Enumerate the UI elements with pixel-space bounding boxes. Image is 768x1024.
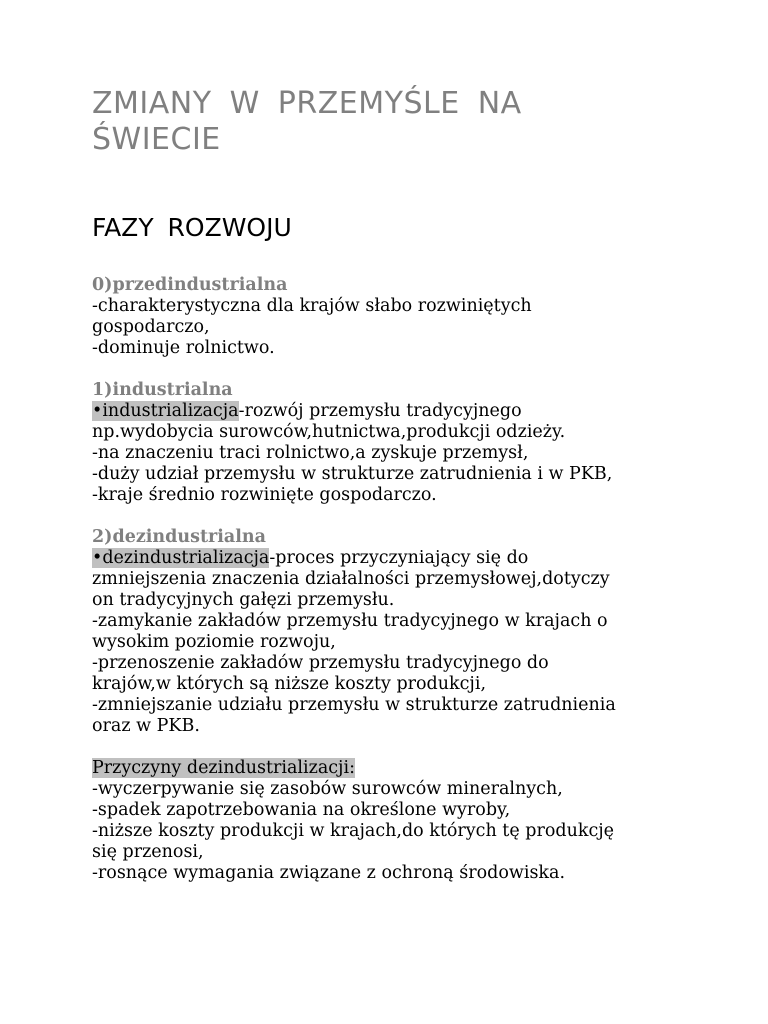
causes-line: -niższe koszty produkcji w krajach,do których tę produkcję <box>92 821 615 841</box>
title-line-2: ŚWIECIE <box>92 122 221 157</box>
document-title <box>92 86 652 158</box>
phase-1-term-highlight: •industrializacja <box>92 401 239 421</box>
causes-heading: Przyczyny dezindustrializacji: <box>92 758 355 778</box>
paragraph-gap <box>92 506 692 527</box>
section-subtitle: FAZY ROZWOJU <box>92 213 292 242</box>
phase-2-line: -przenoszenie zakładów przemysłu tradycyjnego do <box>92 653 549 673</box>
phase-2-heading: 2)dezindustrialna <box>92 527 266 547</box>
paragraph-gap <box>92 359 692 380</box>
phase-0-heading: 0)przedindustrialna <box>92 275 288 295</box>
phase-1-heading: 1)industrialna <box>92 380 233 400</box>
phase-2-line: -zmniejszanie udziału przemysłu w strukturze zatrudnienia <box>92 695 616 715</box>
document-body <box>92 275 692 884</box>
causes-section <box>92 758 692 884</box>
phase-0-section <box>92 275 692 359</box>
causes-line: -rosnące wymagania związane z ochroną środowiska. <box>92 863 566 883</box>
causes-line: -spadek zapotrzebowania na określone wyroby, <box>92 800 511 820</box>
phase-1-line: np.wydobycia surowców,hutnictwa,produkcji odzieży. <box>92 422 566 442</box>
causes-heading-line <box>92 758 692 779</box>
phase-2-line: on tradycyjnych gałęzi przemysłu. <box>92 590 395 610</box>
phase-2-term-line <box>92 548 692 569</box>
phase-0-line: -charakterystyczna dla krajów słabo rozwiniętych <box>92 296 532 316</box>
phase-2-term-rest: -proces przyczyniający się do <box>269 548 529 568</box>
paragraph-gap <box>92 737 692 758</box>
phase-1-section <box>92 380 692 506</box>
phase-1-term-rest: -rozwój przemysłu tradycyjnego <box>238 401 522 421</box>
phase-2-line: oraz w PKB. <box>92 716 200 736</box>
phase-2-line: zmniejszenia znaczenia działalności przemysłowej,dotyczy <box>92 569 610 589</box>
phase-1-term-line <box>92 401 692 422</box>
phase-2-line: -zamykanie zakładów przemysłu tradycyjnego w krajach o <box>92 611 608 631</box>
phase-1-line: -na znaczeniu traci rolnictwo,a zyskuje przemysł, <box>92 443 529 463</box>
phase-1-line: -duży udział przemysłu w strukturze zatrudnienia i w PKB, <box>92 464 613 484</box>
causes-line: -wyczerpywanie się zasobów surowców mineralnych, <box>92 779 563 799</box>
phase-2-line: krajów,w których są niższe koszty produkcji, <box>92 674 487 694</box>
phase-0-line: gospodarczo, <box>92 317 210 337</box>
causes-line: się przenosi, <box>92 842 204 862</box>
phase-2-line: wysokim poziomie rozwoju, <box>92 632 336 652</box>
phase-2-section <box>92 527 692 737</box>
title-line-1: ZMIANY W PRZEMYŚLE NA <box>92 86 522 121</box>
phase-0-line: -dominuje rolnictwo. <box>92 338 275 358</box>
phase-2-term-highlight: •dezindustrializacja <box>92 548 270 568</box>
phase-1-line: -kraje średnio rozwinięte gospodarczo. <box>92 485 437 505</box>
